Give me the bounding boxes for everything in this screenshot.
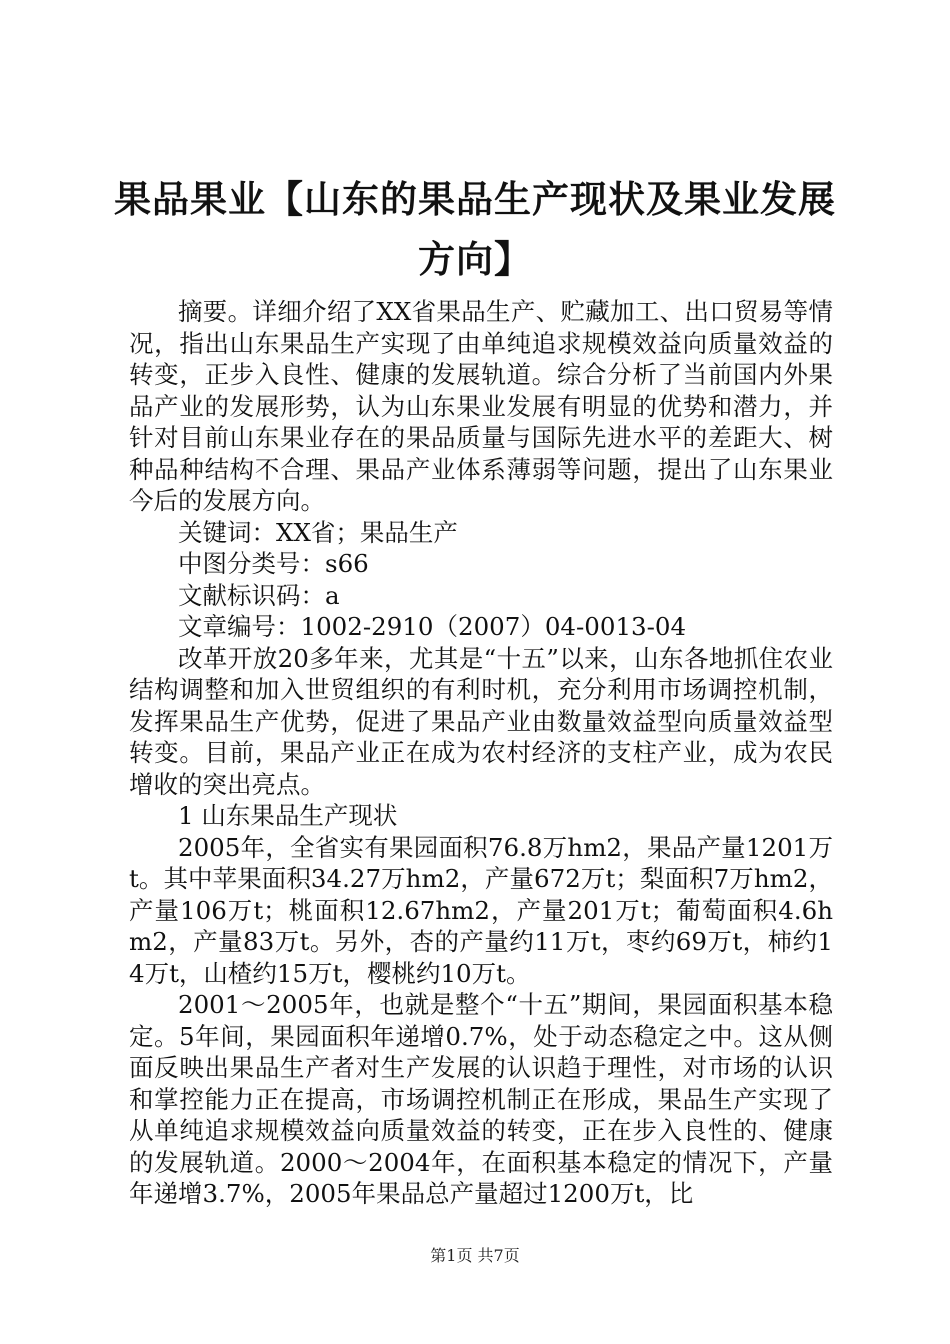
production-paragraph: 2005年，全省实有果园面积76.8万hm2，果品产量1201万t。其中苹果面积34.27万hm2，产量672万t；梨面积7万hm2，产量106万t；桃面积12.67hm2，产量201万t；葡萄面积4.6hm2，产量83万t。另外，杏的产量约11万t，枣约69万t，柿约14万t，山楂约15万t，樱桃约10万t。 (129, 832, 833, 988)
classification-number-line: 中图分类号：s66 (178, 549, 369, 578)
keywords-line: 关键词：XX省；果品生产 (178, 517, 458, 547)
page-footer: 第1页 共7页 (430, 1246, 520, 1265)
document-code-line: 文献标识码：a (178, 580, 340, 610)
abstract-paragraph: 摘要。详细介绍了XX省果品生产、贮藏加工、出口贸易等情况，指出山东果品生产实现了由单纯追求规模效益向质量效益的转变，正步入良性、健康的发展轨道。综合分析了当前国内外果品产业的发展形势，认为山东果业发展有明显的优势和潜力，并针对目前山东果业存在的果品质量与国际先进水平的差距大、树种品种结构不合理、果品产业体系薄弱等问题，提出了山东果业今后的发展方向。 (129, 297, 833, 515)
intro-paragraph: 改革开放20多年来，尤其是“十五”以来，山东各地抓住农业结构调整和加入世贸组织的有利时机，充分利用市场调控机制，发挥果品生产优势，促进了果品产业由数量效益型向质量效益型转变。目前，果品产业正在成为农村经济的支柱产业，成为农民增收的突出亮点。 (129, 643, 833, 799)
article-number-line: 文章编号：1002-2910（2007）04-0013-04 (178, 612, 687, 641)
section-heading: 1 山东果品生产现状 (178, 801, 398, 830)
document-title: 果品果业【山东的果品生产现状及果业发展方向】 (114, 178, 836, 281)
trend-paragraph: 2001～2005年，也就是整个“十五”期间，果园面积基本稳定。5年间，果园面积年递增0.7%，处于动态稳定之中。这从侧面反映出果品生产者对生产发展的认识趋于理性，对市场的认识和掌控能力正在提高，市场调控机制正在形成，果品生产实现了从单纯追求规模效益向质量效益的转变，正在步入良性的、健康的发展轨道。2000～2004年，在面积基本稳定的情况下，产量年递增3.7%，2005年果品总产量超过1200万t，比 (129, 990, 833, 1208)
document-body (129, 296, 833, 1210)
